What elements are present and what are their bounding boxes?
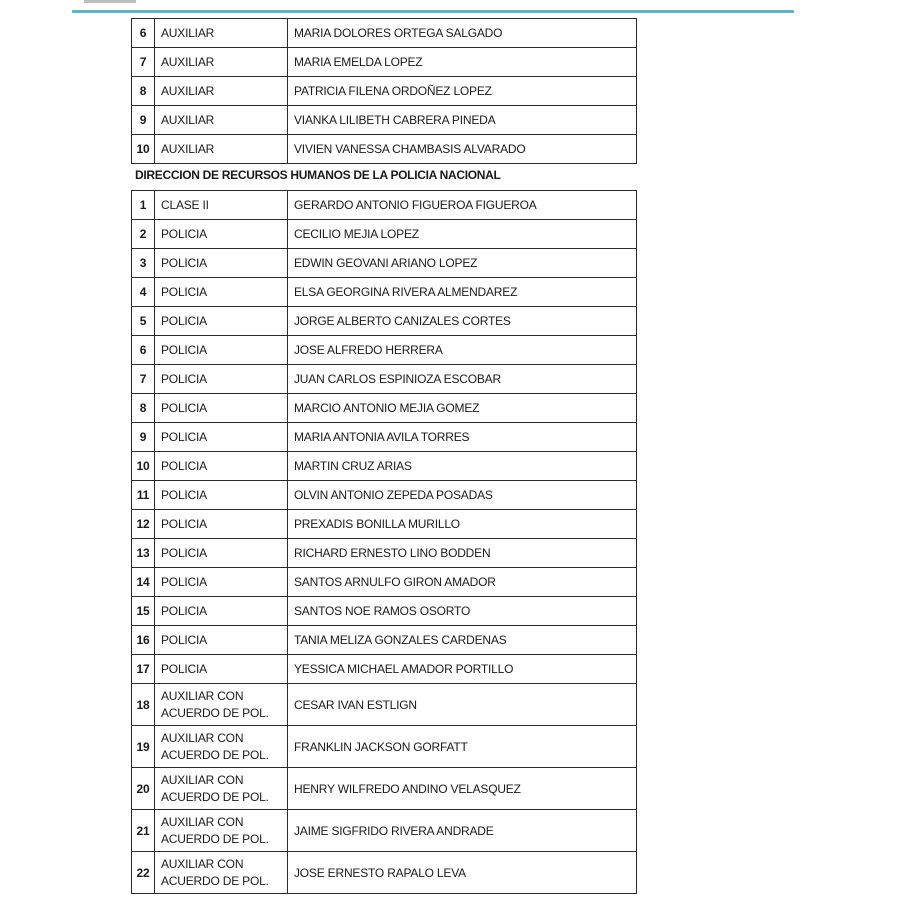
table-row — [132, 307, 637, 336]
cargo-cell: POLICIA — [155, 249, 288, 278]
table-row — [132, 852, 637, 894]
table-row — [132, 597, 637, 626]
table-row — [132, 220, 637, 249]
table-row — [132, 249, 637, 278]
row-number: 22 — [132, 852, 155, 894]
header-fragment — [84, 0, 136, 3]
table-row — [132, 626, 637, 655]
nombre-cell: JUAN CARLOS ESPINIOZA ESCOBAR — [288, 365, 637, 394]
row-number: 6 — [132, 19, 155, 48]
table-row — [132, 19, 637, 48]
nombre-cell: VIVIEN VANESSA CHAMBASIS ALVARADO — [288, 135, 637, 164]
nombre-cell: ELSA GEORGINA RIVERA ALMENDAREZ — [288, 278, 637, 307]
table-row — [132, 423, 637, 452]
row-number: 14 — [132, 568, 155, 597]
nombre-cell: JOSE ALFREDO HERRERA — [288, 336, 637, 365]
personnel-table-auxiliares — [131, 18, 637, 164]
table-row — [132, 365, 637, 394]
nombre-cell: MARIA ANTONIA AVILA TORRES — [288, 423, 637, 452]
nombre-cell: CESAR IVAN ESTLIGN — [288, 684, 637, 726]
cargo-cell: POLICIA — [155, 307, 288, 336]
nombre-cell: YESSICA MICHAEL AMADOR PORTILLO — [288, 655, 637, 684]
nombre-cell: HENRY WILFREDO ANDINO VELASQUEZ — [288, 768, 637, 810]
cargo-cell: POLICIA — [155, 510, 288, 539]
cargo-cell: POLICIA — [155, 597, 288, 626]
cargo-cell: AUXILIAR — [155, 135, 288, 164]
nombre-cell: SANTOS ARNULFO GIRON AMADOR — [288, 568, 637, 597]
cargo-cell: POLICIA — [155, 568, 288, 597]
nombre-cell: SANTOS NOE RAMOS OSORTO — [288, 597, 637, 626]
table-row — [132, 539, 637, 568]
nombre-cell: PREXADIS BONILLA MURILLO — [288, 510, 637, 539]
row-number: 16 — [132, 626, 155, 655]
section-title: DIRECCION DE RECURSOS HUMANOS DE LA POLICIA NACIONAL — [135, 168, 501, 182]
cargo-cell: POLICIA — [155, 539, 288, 568]
row-number: 21 — [132, 810, 155, 852]
table-row — [132, 135, 637, 164]
nombre-cell: RICHARD ERNESTO LINO BODDEN — [288, 539, 637, 568]
cargo-cell: POLICIA — [155, 655, 288, 684]
table-row — [132, 481, 637, 510]
table-row — [132, 336, 637, 365]
cargo-cell: AUXILIAR — [155, 106, 288, 135]
table-row — [132, 768, 637, 810]
cargo-cell: POLICIA — [155, 336, 288, 365]
table-row — [132, 394, 637, 423]
table-row — [132, 452, 637, 481]
nombre-cell: PATRICIA FILENA ORDOÑEZ LOPEZ — [288, 77, 637, 106]
cargo-cell: AUXILIAR CON ACUERDO DE POL. — [155, 852, 288, 894]
row-number: 9 — [132, 106, 155, 135]
row-number: 10 — [132, 452, 155, 481]
nombre-cell: MARTIN CRUZ ARIAS — [288, 452, 637, 481]
cargo-cell: AUXILIAR — [155, 48, 288, 77]
nombre-cell: GERARDO ANTONIO FIGUEROA FIGUEROA — [288, 191, 637, 220]
nombre-cell: EDWIN GEOVANI ARIANO LOPEZ — [288, 249, 637, 278]
row-number: 6 — [132, 336, 155, 365]
cargo-cell: AUXILIAR CON ACUERDO DE POL. — [155, 768, 288, 810]
table-row — [132, 48, 637, 77]
nombre-cell: JOSE ERNESTO RAPALO LEVA — [288, 852, 637, 894]
row-number: 17 — [132, 655, 155, 684]
nombre-cell: JAIME SIGFRIDO RIVERA ANDRADE — [288, 810, 637, 852]
row-number: 18 — [132, 684, 155, 726]
row-number: 19 — [132, 726, 155, 768]
table-row — [132, 655, 637, 684]
row-number: 7 — [132, 365, 155, 394]
nombre-cell: MARCIO ANTONIO MEJIA GOMEZ — [288, 394, 637, 423]
cargo-cell: AUXILIAR CON ACUERDO DE POL. — [155, 810, 288, 852]
row-number: 12 — [132, 510, 155, 539]
cargo-cell: AUXILIAR — [155, 19, 288, 48]
nombre-cell: CECILIO MEJIA LOPEZ — [288, 220, 637, 249]
nombre-cell: MARIA EMELDA LOPEZ — [288, 48, 637, 77]
row-number: 2 — [132, 220, 155, 249]
row-number: 11 — [132, 481, 155, 510]
cargo-cell: POLICIA — [155, 220, 288, 249]
row-number: 15 — [132, 597, 155, 626]
row-number: 3 — [132, 249, 155, 278]
row-number: 8 — [132, 394, 155, 423]
cargo-cell: AUXILIAR CON ACUERDO DE POL. — [155, 726, 288, 768]
table-row — [132, 510, 637, 539]
cargo-cell: POLICIA — [155, 452, 288, 481]
personnel-table-recursos-humanos — [131, 190, 637, 894]
table-row — [132, 77, 637, 106]
table-row — [132, 568, 637, 597]
table-row — [132, 810, 637, 852]
nombre-cell: MARIA DOLORES ORTEGA SALGADO — [288, 19, 637, 48]
cargo-cell: POLICIA — [155, 365, 288, 394]
table-row — [132, 106, 637, 135]
header-divider — [72, 10, 794, 13]
cargo-cell: CLASE II — [155, 191, 288, 220]
nombre-cell: TANIA MELIZA GONZALES CARDENAS — [288, 626, 637, 655]
nombre-cell: VIANKA LILIBETH CABRERA PINEDA — [288, 106, 637, 135]
row-number: 10 — [132, 135, 155, 164]
cargo-cell: POLICIA — [155, 481, 288, 510]
row-number: 7 — [132, 48, 155, 77]
nombre-cell: OLVIN ANTONIO ZEPEDA POSADAS — [288, 481, 637, 510]
table-row — [132, 278, 637, 307]
row-number: 1 — [132, 191, 155, 220]
row-number: 9 — [132, 423, 155, 452]
row-number: 13 — [132, 539, 155, 568]
row-number: 8 — [132, 77, 155, 106]
cargo-cell: AUXILIAR — [155, 77, 288, 106]
row-number: 4 — [132, 278, 155, 307]
cargo-cell: POLICIA — [155, 278, 288, 307]
cargo-cell: POLICIA — [155, 423, 288, 452]
nombre-cell: JORGE ALBERTO CANIZALES CORTES — [288, 307, 637, 336]
table-row — [132, 191, 637, 220]
row-number: 20 — [132, 768, 155, 810]
cargo-cell: POLICIA — [155, 394, 288, 423]
row-number: 5 — [132, 307, 155, 336]
table-row — [132, 726, 637, 768]
cargo-cell: POLICIA — [155, 626, 288, 655]
table-row — [132, 684, 637, 726]
cargo-cell: AUXILIAR CON ACUERDO DE POL. — [155, 684, 288, 726]
nombre-cell: FRANKLIN JACKSON GORFATT — [288, 726, 637, 768]
